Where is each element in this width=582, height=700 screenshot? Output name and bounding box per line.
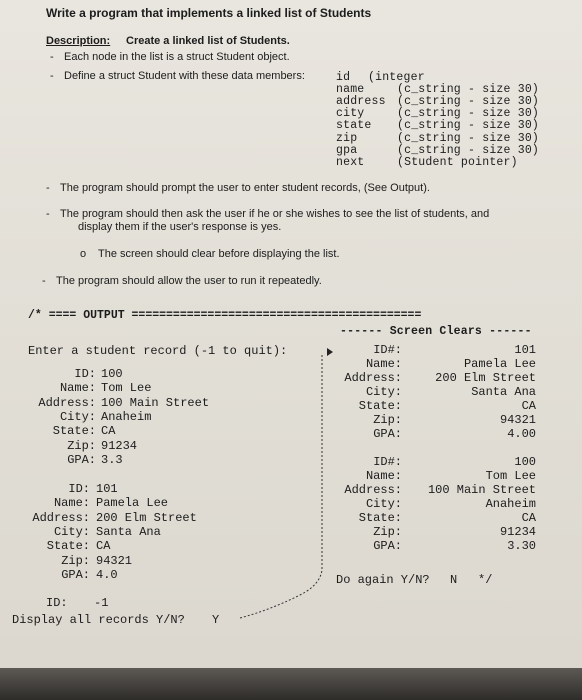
record-field-label: GPA: xyxy=(67,452,96,467)
record-field-label: Address: xyxy=(38,395,96,410)
display-field-value: 91234 xyxy=(499,525,536,539)
record-field-value: 101 xyxy=(96,482,118,496)
display-records-prompt: Display all records Y/N? xyxy=(12,613,185,627)
screen-clears-label: ------ Screen Clears ------ xyxy=(340,325,532,338)
display-field-label: Zip: xyxy=(373,413,402,427)
member-name: city xyxy=(336,107,365,121)
enter-record-prompt: Enter a student record (-1 to quit): xyxy=(28,344,288,358)
member-name: zip xyxy=(336,131,358,145)
sub-bullet-clear-screen: The screen should clear before displaying the list. xyxy=(98,248,340,260)
record-field-value: 4.0 xyxy=(96,567,118,582)
member-name: gpa xyxy=(336,143,358,157)
display-field-value: CA xyxy=(521,511,536,525)
record-field-value: Santa Ana xyxy=(96,524,161,539)
record-field-label: Name: xyxy=(53,496,90,511)
display-field-label: ID#: xyxy=(373,343,402,357)
output-header: /* ==== OUTPUT ========================================== xyxy=(28,309,422,322)
display-field-label: Name: xyxy=(365,469,402,483)
display-field-value: 200 Elm Street xyxy=(435,371,536,385)
description-label: Description: xyxy=(46,35,111,47)
do-again-prompt: Do again Y/N? xyxy=(336,573,430,587)
member-type: (integer xyxy=(368,71,425,84)
display-field-value: Anaheim xyxy=(485,497,536,511)
record-field-value: CA xyxy=(101,424,116,439)
display-field-label: Name: xyxy=(365,357,402,371)
record-field-label: Zip: xyxy=(61,553,90,568)
member-name: name xyxy=(336,83,365,97)
bullet-ask-user-line2: display them if the user's response is yes. xyxy=(78,221,282,233)
page-title: Write a program that implements a linked list of Students xyxy=(46,6,372,20)
member-type: (c_string - size 30) xyxy=(397,143,540,157)
comment-end: */ xyxy=(478,573,493,587)
display-field-value: 4.00 xyxy=(507,427,536,441)
desk-shadow xyxy=(0,668,582,700)
member-type: (c_string - size 30) xyxy=(397,119,540,133)
bullet-ask-user-line1: The program should then ask the user if he or she wishes to see the list of students, and xyxy=(60,208,490,220)
record-field-value: CA xyxy=(96,539,111,554)
arrow-right-icon xyxy=(327,348,333,356)
member-type: (c_string - size 30) xyxy=(397,95,540,109)
display-field-label: State: xyxy=(358,399,402,413)
bullet-define-struct: Define a struct Student with these data members: xyxy=(64,70,305,82)
display-field-value: 100 xyxy=(514,455,536,469)
display-field-value: Pamela Lee xyxy=(463,357,536,371)
display-field-label: GPA: xyxy=(373,427,402,441)
bullet-dash: - xyxy=(50,70,54,82)
record-field-label: Address: xyxy=(32,510,90,525)
display-field-label: City: xyxy=(365,385,402,399)
display-field-value: 94321 xyxy=(499,413,536,427)
record-field-label: GPA: xyxy=(61,567,90,582)
display-field-label: State: xyxy=(358,511,402,525)
display-field-value: CA xyxy=(521,399,536,413)
sub-bullet-marker: o xyxy=(80,248,87,260)
bullet-run-repeatedly: The program should allow the user to run it repeatedly. xyxy=(56,275,322,287)
display-records-answer: Y xyxy=(212,613,220,627)
end-id-label: ID: xyxy=(46,596,68,610)
record-field-value: Pamela Lee xyxy=(96,496,169,511)
record-field-label: City: xyxy=(59,409,96,424)
display-field-label: City: xyxy=(365,497,402,511)
do-again-answer: N xyxy=(450,573,458,587)
member-name: next xyxy=(336,155,365,169)
display-field-label: GPA: xyxy=(373,539,402,553)
bullet-dash: - xyxy=(46,208,50,220)
record-field-label: State: xyxy=(46,539,90,554)
display-field-value: 100 Main Street xyxy=(427,483,536,497)
bullet-dash: - xyxy=(50,51,54,63)
bullet-node-struct: Each node in the list is a struct Student object. xyxy=(64,51,290,63)
record-field-label: ID: xyxy=(74,367,96,381)
member-type: (c_string - size 30) xyxy=(397,83,540,97)
record-field-value: 94321 xyxy=(96,553,133,568)
record-field-label: ID: xyxy=(68,482,90,496)
record-field-label: Name: xyxy=(59,381,96,396)
member-name: state xyxy=(336,119,372,133)
bullet-dash: - xyxy=(42,275,46,287)
record-field-label: State: xyxy=(52,424,96,439)
end-id-value: -1 xyxy=(94,596,109,610)
record-field-value: Tom Lee xyxy=(101,381,152,396)
screen-clear-connector xyxy=(240,355,322,618)
display-field-label: Address: xyxy=(344,483,402,497)
display-field-value: 101 xyxy=(514,343,536,357)
record-field-label: Zip: xyxy=(67,438,96,453)
record-field-value: 3.3 xyxy=(101,452,123,467)
record-field-value: 200 Elm Street xyxy=(96,510,197,525)
display-field-value: Tom Lee xyxy=(485,469,536,483)
record-field-value: 100 xyxy=(101,367,123,381)
member-type: (Student pointer) xyxy=(397,155,518,169)
member-type: (c_string - size 30) xyxy=(397,107,540,121)
display-field-label: ID#: xyxy=(373,455,402,469)
member-name: id xyxy=(336,71,351,84)
record-field-value: 100 Main Street xyxy=(101,395,210,410)
display-field-label: Address: xyxy=(344,371,402,385)
bullet-prompt-records: The program should prompt the user to enter student records, (See Output). xyxy=(60,182,430,194)
display-field-label: Zip: xyxy=(373,525,402,539)
member-type: (c_string - size 30) xyxy=(397,131,540,145)
display-field-value: Santa Ana xyxy=(471,385,536,399)
record-field-value: Anaheim xyxy=(101,409,152,424)
record-field-value: 91234 xyxy=(101,438,138,453)
bullet-dash: - xyxy=(46,182,50,194)
display-field-value: 3.30 xyxy=(507,539,536,553)
record-field-label: City: xyxy=(53,524,90,539)
description-text: Create a linked list of Students. xyxy=(126,35,290,47)
member-name: address xyxy=(336,95,386,109)
